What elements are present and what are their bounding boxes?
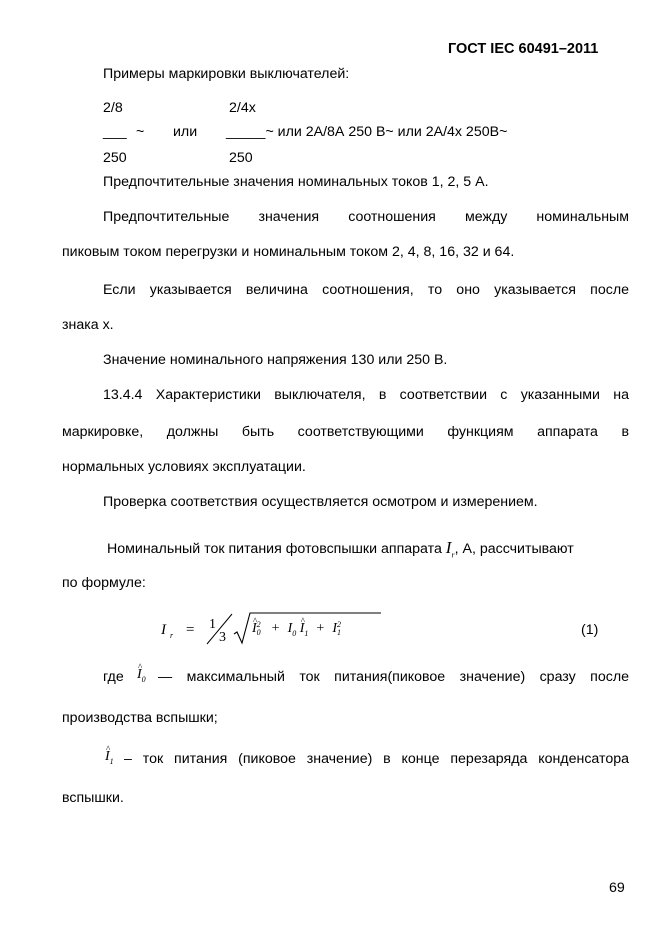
where-lead: где xyxy=(103,669,124,685)
paragraph-verification: Проверка соответствия осуществляется осмотром и измерением. xyxy=(103,494,538,510)
marking-example-1-tilde: ~ xyxy=(136,124,145,140)
marking-example-2-denominator: 250 xyxy=(229,150,253,166)
marking-or-text: или xyxy=(173,124,198,140)
symbol-ir: $I_r$ xyxy=(445,538,455,560)
formula-number: (1) xyxy=(581,622,599,638)
marking-example-2-line: _____~ или 2А/8А 250 В~ или 2А/4х 250В~ xyxy=(226,124,508,140)
formula-equals: = xyxy=(186,622,195,638)
i1-description-line-2: вспышки. xyxy=(62,790,124,806)
paragraph-rated-current xyxy=(107,538,574,560)
formula-lhs: I $_r$ xyxy=(161,622,174,640)
paragraph-by-formula: по формуле: xyxy=(62,575,146,591)
symbol-i1-hat: ^ $I_1$ xyxy=(105,749,114,765)
paragraph-current-values: Предпочтительные значения номинальных токов 1, 2, 5 А. xyxy=(103,174,489,190)
marking-example-1-line: ___ xyxy=(103,124,127,140)
marking-intro: Примеры маркировки выключателей: xyxy=(103,66,350,82)
symbol-i0-hat: ^ $I_0$ xyxy=(137,667,146,683)
paragraph-if-line-1: Если указывается величина соотношения, то оно указывается после xyxy=(103,282,629,298)
paragraph-section-line-2: маркировке, должны быть соответствующими функциям аппарата в xyxy=(62,424,629,440)
paragraph-if-line-2: знака x. xyxy=(62,317,114,333)
where-description-line-1: — максимальный ток питания(пиковое значение) сразу после xyxy=(158,669,629,685)
paragraph-section-line-3: нормальных условиях эксплуатации. xyxy=(62,459,306,475)
marking-example-1-denominator: 250 xyxy=(103,150,127,166)
page-number: 69 xyxy=(609,880,625,896)
where-description-line-2: производства вспышки; xyxy=(62,710,218,726)
i1-description-line-1: – ток питания (пиковое значение) в конце перезаряда конденсатора xyxy=(124,751,629,767)
paragraph-section-line-1: 13.4.4 Характеристики выключателя, в соответствии с указанными на xyxy=(103,387,629,403)
paragraph-voltage: Значение номинального напряжения 130 или 250 В. xyxy=(103,352,448,368)
formula-numerator: 1 xyxy=(209,617,216,632)
formula-radicand: ^ I 2 0 + $I_0$ ^ $I_1 + I$ 2 1 xyxy=(252,621,344,637)
paragraph-ratio-line-1: Предпочтительные значения соотношения между номинальным xyxy=(103,209,629,225)
marking-example-1-numerator: 2/8 xyxy=(103,100,123,116)
rated-current-text-end: , А, рассчитывают xyxy=(454,541,574,557)
rated-current-text: Номинальный ток питания фотовспышки аппарата xyxy=(107,541,442,557)
formula-denominator: 3 xyxy=(219,630,226,645)
paragraph-ratio-line-2: пиковым током перегрузки и номинальным током 2, 4, 8, 16, 32 и 64. xyxy=(62,244,515,260)
document-header: ГОСТ IEC 60491–2011 xyxy=(448,41,599,57)
marking-example-2-numerator: 2/4x xyxy=(229,100,256,116)
